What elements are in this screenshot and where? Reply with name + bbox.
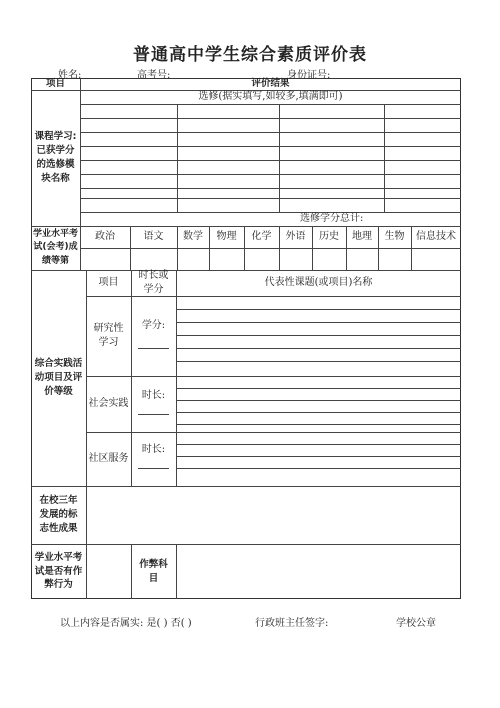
header-item: 项目	[45, 78, 65, 90]
confirm-label: 以上内容是否属实: 是( ) 否( )	[60, 618, 192, 629]
practice-col-time: 时长或学分	[138, 269, 169, 295]
practice-section-label: 综合实践活动项目及评价等级	[34, 358, 83, 397]
subject-geography: 地理	[352, 230, 372, 242]
social-practice-time-label: 时长:	[141, 389, 166, 401]
form-title: 普通高中学生综合素质评价表	[133, 45, 367, 65]
header-result: 评价结果	[251, 78, 290, 90]
subject-history: 历史	[319, 230, 339, 242]
teacher-sign-label: 行政班主任签字:	[255, 618, 329, 629]
id-number-label: 身份证号:	[287, 70, 331, 81]
subject-chinese: 语文	[143, 230, 164, 242]
subject-math: 数学	[183, 230, 203, 242]
practice-col-topic: 代表性课题(或项目)名称	[264, 276, 373, 288]
subject-politics: 政治	[95, 230, 115, 242]
subject-it: 信息技术	[416, 230, 456, 242]
subject-foreign-language: 外语	[285, 230, 306, 242]
exam-number-label: 高考号:	[137, 70, 171, 81]
elective-note: 选修(据实填写,如较多,填满即可)	[198, 90, 343, 102]
achievement-label: 在校三年发展的标志性成果	[39, 495, 78, 534]
research-credit-label: 学分:	[141, 319, 166, 331]
research-learning-label: 研究性学习	[93, 322, 124, 348]
subject-biology: 生物	[384, 230, 405, 242]
cheating-label: 学业水平考试是否有作弊行为	[34, 551, 83, 591]
community-service-time-label: 时长:	[141, 443, 166, 455]
exam-section-label: 学业水平考试(会考)成绩等第	[33, 229, 79, 266]
course-section-label: 课程学习:已获学分的选修模块名称	[34, 131, 77, 184]
school-seal-label: 学校公章	[396, 618, 436, 629]
elective-total-label: 选修学分总计:	[300, 212, 364, 224]
subject-physics: 物理	[216, 230, 237, 242]
social-practice-label: 社会实践	[88, 397, 129, 409]
subject-chemistry: 化学	[251, 230, 272, 242]
community-service-label: 社区服务	[88, 452, 129, 464]
cheating-subject-label: 作弊科目	[139, 558, 168, 584]
practice-col-item: 项目	[98, 276, 119, 288]
name-label: 姓名:	[58, 70, 82, 81]
